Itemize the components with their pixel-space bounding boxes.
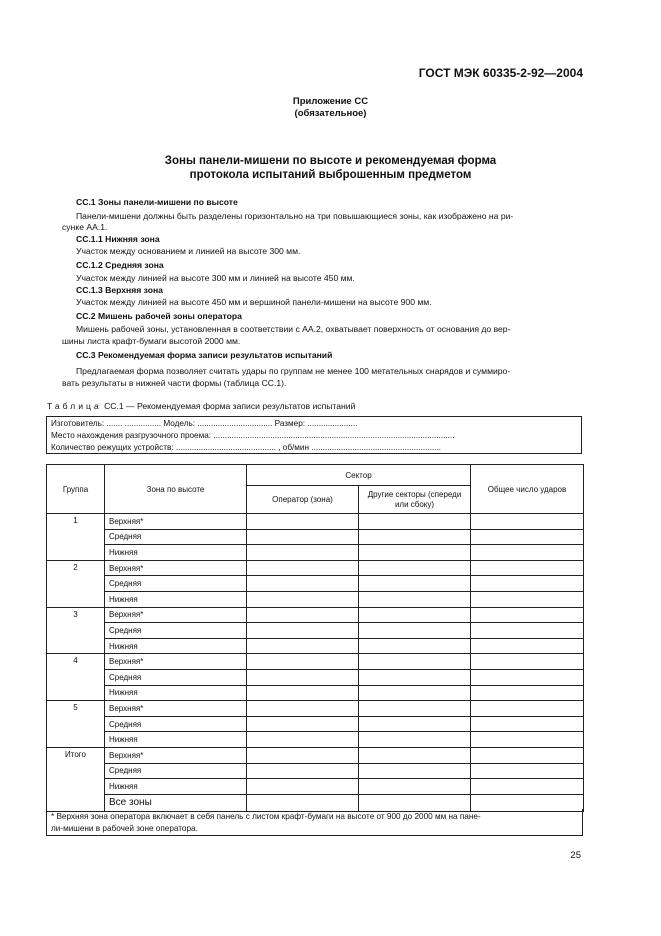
zone-cell: Средняя	[105, 716, 247, 732]
table-row	[47, 763, 584, 779]
table-row	[47, 716, 584, 732]
operator-cell[interactable]	[247, 747, 359, 763]
total-cell[interactable]	[471, 560, 584, 576]
zone-cell: Нижняя	[105, 732, 247, 748]
table-row	[47, 654, 584, 670]
other-sectors-cell[interactable]	[359, 763, 471, 779]
cc1-heading: СС.1 Зоны панели-мишени по высоте	[76, 197, 238, 207]
group-cell: 4	[47, 654, 105, 701]
appendix-type: (обязательное)	[294, 108, 367, 119]
operator-cell[interactable]	[247, 607, 359, 623]
page-number: 25	[570, 850, 581, 861]
cc13-heading: СС.1.3 Верхняя зона	[76, 285, 163, 295]
zone-cell: Верхняя*	[105, 654, 247, 670]
footnote-line1: * Верхняя зона оператора включает в себя панель с листом крафт-бумаги на высоте от 900 до 2000 мм на пане-	[51, 812, 481, 821]
total-cell[interactable]	[471, 545, 584, 561]
other-sectors-cell[interactable]	[359, 654, 471, 670]
cc13-text: Участок между линией на высоте 450 мм и вершиной панели-мишени на высоте 900 мм.	[76, 297, 432, 307]
operator-cell[interactable]	[247, 591, 359, 607]
table-row	[47, 701, 584, 717]
operator-cell[interactable]	[247, 732, 359, 748]
other-sectors-cell[interactable]	[359, 545, 471, 561]
other-sectors-cell[interactable]	[359, 623, 471, 639]
operator-cell[interactable]	[247, 701, 359, 717]
table-row	[47, 747, 584, 763]
document-code: ГОСТ МЭК 60335-2-92—2004	[418, 66, 583, 80]
zone-cell: Нижняя	[105, 685, 247, 701]
group-cell: 2	[47, 560, 105, 607]
header-sector: Сектор	[247, 465, 471, 486]
table-row	[47, 623, 584, 639]
header-other-sectors: Другие секторы (спереди или сбоку)	[359, 486, 471, 514]
zone-cell: Верхняя*	[105, 607, 247, 623]
operator-cell[interactable]	[247, 779, 359, 795]
other-sectors-cell[interactable]	[359, 576, 471, 592]
operator-cell[interactable]	[247, 529, 359, 545]
zone-cell: Верхняя*	[105, 514, 247, 530]
cc2-text-a: Мишень рабочей зоны, установленная в соответствии с АА.2, охватывает поверхность от основания до вер-	[76, 324, 511, 334]
total-cell[interactable]	[471, 701, 584, 717]
other-sectors-cell[interactable]	[359, 732, 471, 748]
form-field-outlet-location[interactable]: Место нахождения разгрузочного проема: ..........................................................................................................	[51, 431, 455, 440]
other-sectors-cell[interactable]	[359, 529, 471, 545]
other-sectors-cell[interactable]	[359, 607, 471, 623]
cc12-heading: СС.1.2 Средняя зона	[76, 260, 164, 270]
cc2-text-b: шины листа крафт-бумаги высотой 2000 мм.	[62, 336, 241, 346]
other-sectors-cell[interactable]	[359, 716, 471, 732]
other-sectors-cell[interactable]	[359, 747, 471, 763]
other-sectors-cell[interactable]	[359, 638, 471, 654]
total-cell[interactable]	[471, 576, 584, 592]
table-row	[47, 591, 584, 607]
other-sectors-cell[interactable]	[359, 560, 471, 576]
total-cell[interactable]	[471, 529, 584, 545]
operator-cell[interactable]	[247, 763, 359, 779]
form-field-manufacturer[interactable]: Изготовитель: ....... ................ Модель: ................................. Размер: ......................	[51, 419, 358, 428]
header-group: Группа	[47, 465, 105, 514]
total-cell[interactable]	[471, 638, 584, 654]
other-sectors-cell[interactable]	[359, 514, 471, 530]
operator-cell[interactable]	[247, 560, 359, 576]
cc1-text-a: Панели-мишени должны быть разделены горизонтально на три повышающиеся зоны, как изображено на ри-	[76, 211, 514, 221]
other-sectors-cell[interactable]	[359, 591, 471, 607]
zone-cell: Нижняя	[105, 779, 247, 795]
operator-cell[interactable]	[247, 654, 359, 670]
total-cell[interactable]	[471, 654, 584, 670]
operator-cell[interactable]	[247, 669, 359, 685]
total-cell[interactable]	[471, 763, 584, 779]
operator-cell[interactable]	[247, 623, 359, 639]
operator-cell[interactable]	[247, 685, 359, 701]
table-row	[47, 669, 584, 685]
operator-cell[interactable]	[247, 576, 359, 592]
zone-cell: Верхняя*	[105, 747, 247, 763]
table-row	[47, 514, 584, 530]
table-row	[47, 560, 584, 576]
total-cell[interactable]	[471, 716, 584, 732]
zone-cell: Средняя	[105, 529, 247, 545]
zone-cell: Верхняя*	[105, 701, 247, 717]
table-row	[47, 576, 584, 592]
group-cell: 5	[47, 701, 105, 748]
zone-cell: Нижняя	[105, 591, 247, 607]
cc2-heading: СС.2 Мишень рабочей зоны оператора	[76, 311, 242, 321]
total-cell[interactable]	[471, 685, 584, 701]
table-caption-text: СС.1 — Рекомендуемая форма записи результатов испытаний	[104, 401, 356, 411]
zone-cell: Все зоны	[105, 794, 247, 811]
total-cell[interactable]	[471, 732, 584, 748]
zone-cell: Средняя	[105, 669, 247, 685]
operator-cell[interactable]	[247, 716, 359, 732]
total-cell[interactable]	[471, 747, 584, 763]
table-row	[47, 529, 584, 545]
cc12-text: Участок между линией на высоте 300 мм и линией на высоте 450 мм.	[76, 273, 355, 283]
table-row	[47, 732, 584, 748]
table-row	[47, 638, 584, 654]
zone-cell: Средняя	[105, 576, 247, 592]
table-header-row	[47, 465, 584, 486]
other-sectors-cell[interactable]	[359, 779, 471, 795]
section-title-line2: протокола испытаний выброшенным предметом	[189, 169, 472, 181]
operator-cell[interactable]	[247, 545, 359, 561]
table-caption-prefix: Таблица	[47, 401, 102, 411]
appendix-title: Приложение СС	[292, 96, 369, 107]
zone-cell: Верхняя*	[105, 560, 247, 576]
group-cell: 3	[47, 607, 105, 654]
cc1-text-b: сунке АА.1.	[62, 222, 108, 232]
operator-cell[interactable]	[247, 514, 359, 530]
cc11-text: Участок между основанием и линией на высоте 300 мм.	[76, 246, 301, 256]
cc3-text-a: Предлагаемая форма позволяет считать удары по группам не менее 100 метательных снарядов и суммиро-	[76, 366, 511, 376]
table-caption	[47, 401, 355, 411]
total-cell[interactable]	[471, 623, 584, 639]
cc3-heading: СС.3 Рекомендуемая форма записи результатов испытаний	[76, 350, 333, 360]
table-row	[47, 607, 584, 623]
table-row	[47, 685, 584, 701]
zone-cell: Нижняя	[105, 638, 247, 654]
group-cell: 1	[47, 514, 105, 561]
total-cell[interactable]	[471, 669, 584, 685]
zone-cell: Средняя	[105, 623, 247, 639]
footnote	[46, 809, 583, 836]
results-table	[46, 464, 584, 812]
group-cell: Итого	[47, 747, 105, 811]
zone-cell: Нижняя	[105, 545, 247, 561]
form-field-cutting-devices[interactable]: Количество режущих устройств: ............................................ , об/мин .........................................................	[51, 443, 441, 452]
cc11-heading: СС.1.1 Нижняя зона	[76, 234, 160, 244]
total-cell[interactable]	[471, 607, 584, 623]
other-sectors-cell[interactable]	[359, 669, 471, 685]
header-zone: Зона по высоте	[105, 465, 247, 514]
total-cell[interactable]	[471, 591, 584, 607]
other-sectors-cell[interactable]	[359, 685, 471, 701]
other-sectors-cell[interactable]	[359, 701, 471, 717]
section-title-line1: Зоны панели-мишени по высоте и рекомендуемая форма	[164, 155, 497, 167]
header-total: Общее число ударов	[471, 465, 584, 514]
table-row	[47, 545, 584, 561]
total-cell[interactable]	[471, 779, 584, 795]
table-row	[47, 779, 584, 795]
header-operator: Оператор (зона)	[247, 486, 359, 514]
cc3-text-b: вать результаты в нижней части формы (таблица СС.1).	[62, 378, 287, 388]
operator-cell[interactable]	[247, 638, 359, 654]
footnote-line2: ли-мишени в рабочей зоне оператора.	[51, 824, 198, 833]
total-cell[interactable]	[471, 514, 584, 530]
form-fields-box	[46, 416, 582, 454]
zone-cell: Средняя	[105, 763, 247, 779]
